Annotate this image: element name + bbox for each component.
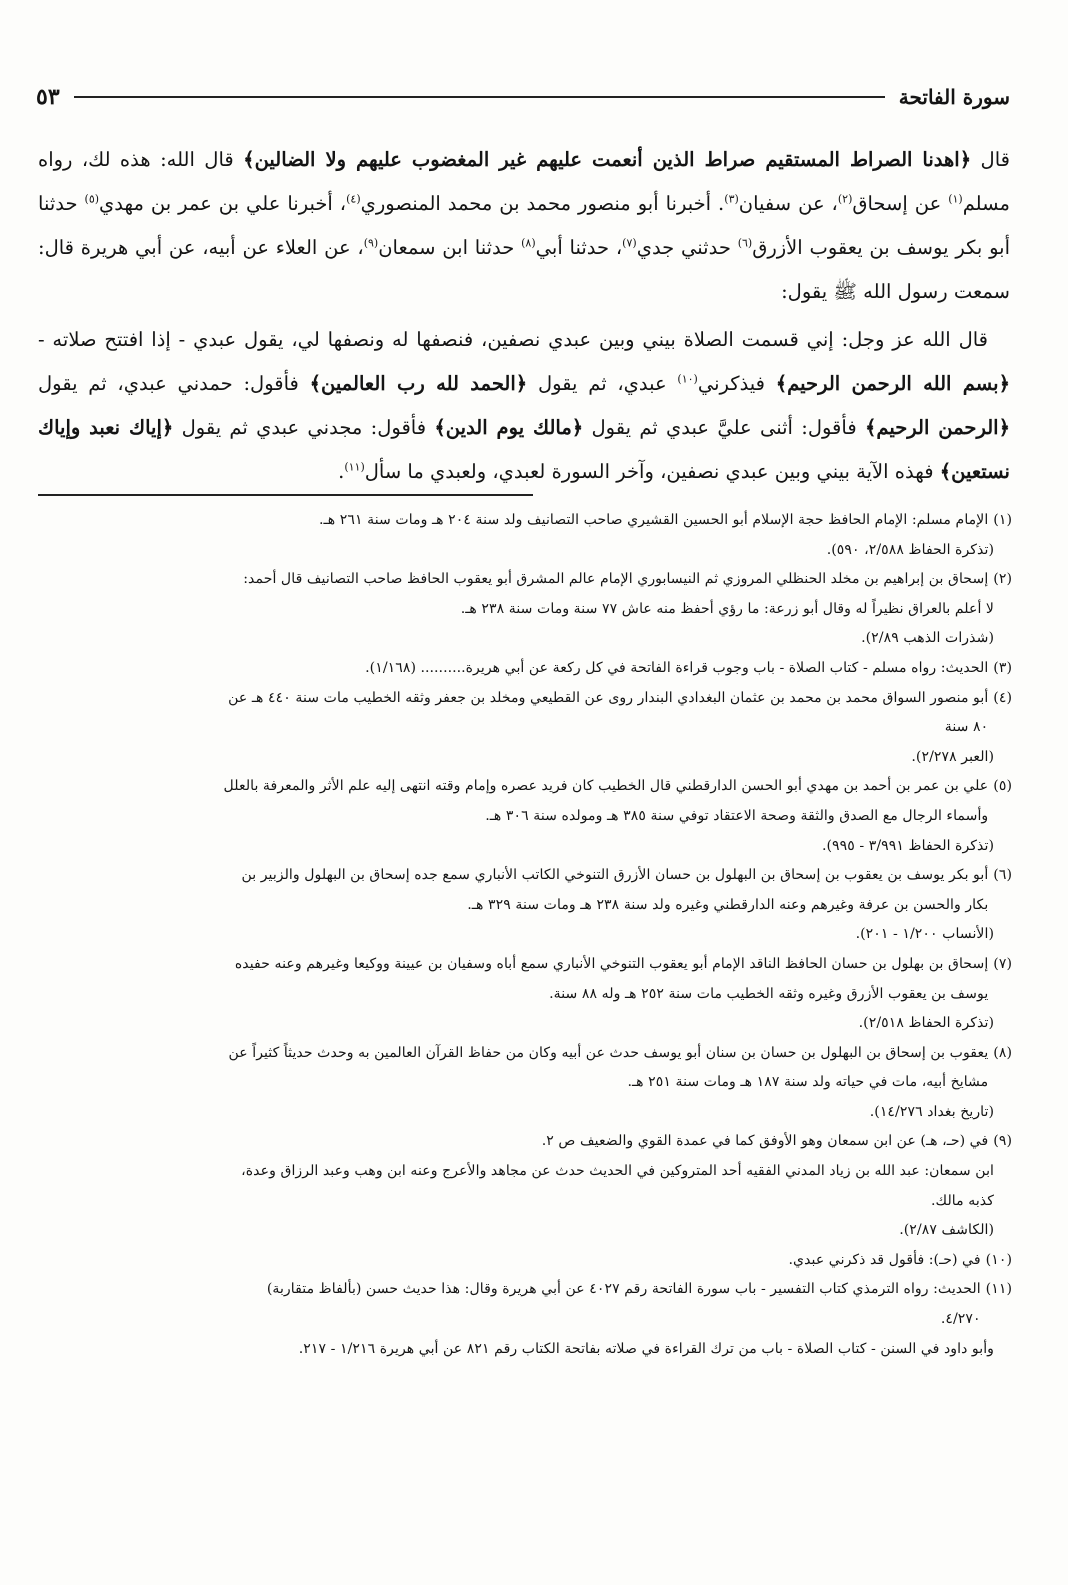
footnote-continuation <box>34 920 1012 950</box>
footnote-ref: (٥) <box>84 192 100 206</box>
footnote <box>34 1127 1012 1157</box>
footnote-line: (شذرات الذهب ٢/٨٩). <box>861 630 994 647</box>
footnote-text <box>34 861 988 920</box>
footnote-line: ابن سمعان: عبد الله بن زياد المدني الفقيه أحد المتروكين في الحديث حدث عن مجاهد والأعرج وعنه ابن وهب وعبد الرزاق وعدة، <box>241 1163 994 1180</box>
footnote-number: (١) <box>993 512 1012 528</box>
footnote-line: الحديث: رواه مسلم - كتاب الصلاة - باب وجوب قراءة الفاتحة في كل ركعة عن أبي هريرة.......... (١/١٦٨). <box>365 659 989 676</box>
footnote <box>34 950 1012 1009</box>
footnote-text <box>34 1275 981 1334</box>
quran-verse: ﴿اهدنا الصراط المستقيم صراط الذين أنعمت عليهم غير المغضوب عليهم ولا الضالين﴾ <box>243 148 972 171</box>
hadith-paragraph-2: قال الله عز وجل: إني قسمت الصلاة بيني وبين عبدي نصفين، فنصفها له ونصفها لي، يقول عبدي - إذا افتتح صلاته - ﴿بسم الله الرحمن الرحيم﴾ فيذكرني$^{(١٠)}$ عبدي، ثم يقول ﴿الحمد لله رب العالمين﴾ فأقول: حمدني عبدي، ثم يقول ﴿الرحمن الرحيم﴾ فأقول: أثنى عليَّ عبدي ثم يقول ﴿مالك يوم الدين﴾ فأقول: مجدني عبدي ثم يقول ﴿إياك نعبد وإياك نستعين﴾ فهذه الآية بيني وبين عبدي نصفين، وآخر السورة لعبدي، ولعبدي ما سأل$^{(١١)}$. <box>38 328 1011 483</box>
footnote-ref: (٦) <box>737 236 753 250</box>
footnote-line: (تذكرة الحفاظ ٢/٥١٨). <box>858 1015 994 1032</box>
footnote-number: (٩) <box>993 1133 1012 1150</box>
footnote-line: مشايخ أبيه، مات في حياته ولد سنة ١٨٧ هـ ومات سنة ٢٥١ هـ. <box>627 1074 989 1091</box>
footnote-line: الحديث: رواه الترمذي كتاب التفسير - باب سورة الفاتحة رقم ٤٠٢٧ عن أبي هريرة وقال: هذا حديث حسن (بألفاظ متقاربة) <box>266 1281 981 1298</box>
page-number: ٥٣ <box>36 84 60 110</box>
footnote-text <box>34 772 988 831</box>
footnote-ref: (١٠) <box>677 372 698 386</box>
footnote <box>34 506 1012 536</box>
footnote-continuation <box>34 1009 1012 1039</box>
footnote-ref: (٧) <box>622 236 637 250</box>
footnote-line: يعقوب بن إسحاق بن البهلول بن حسان بن سنان أبو يوسف حدث عن أبيه وكان من حفاظ القرآن العالمين به وحدث حديثاً كثيراً عن <box>228 1044 989 1061</box>
footnote-line: وأسماء الرجال مع الصدق والثقة وصحة الاعتقاد توفي سنة ٣٨٥ هـ ومولده سنة ٣٠٦ هـ. <box>485 807 989 824</box>
footnote-text <box>34 506 988 536</box>
footnote-ref: (٩) <box>363 236 379 250</box>
footnote-line: وأبو داود في السنن - كتاب الصلاة - باب من ترك القراءة في صلاته بفاتحة الكتاب رقم ٨٢١ عن أبي هريرة ١/٢١٦ - ٢١٧. <box>298 1340 994 1357</box>
footnote-number: (٨) <box>993 1044 1012 1061</box>
footnote-ref: (١١) <box>344 460 365 474</box>
footnote-text <box>34 1039 988 1098</box>
footnote-line: إسحاق بن إبراهيم بن مخلد الحنظلي المروزي ثم النيسابوري الإمام عالم المشرق أبو يعقوب الحافظ صاحب التصانيف قال أحمد: <box>243 571 989 588</box>
footnote <box>34 861 1012 920</box>
footnote-line: بكار والحسن بن عرفة وغيرهم وعنه الدارقطني وغيره ولد سنة ٢٣٨ هـ ومات سنة ٣٢٩ هـ. <box>467 896 989 913</box>
quran-verse: ﴿إياك نعبد وإياك نستعين﴾ <box>38 416 1010 483</box>
footnote <box>34 654 1012 684</box>
footnote-line: كذبه مالك. <box>931 1192 994 1209</box>
surah-title: سورة الفاتحة <box>898 85 1010 109</box>
footnotes <box>34 506 1012 1364</box>
quran-verse: ﴿مالك يوم الدين﴾ <box>434 416 584 439</box>
footnote-ref: (٨) <box>521 236 536 250</box>
footnote-line: (العبر ٢/٢٧٨). <box>911 748 994 765</box>
footnote-line: (الكاشف ٢/٨٧). <box>899 1222 994 1239</box>
footnote-ref: (٢) <box>837 192 853 206</box>
footnote-line: الإمام مسلم: الإمام الحافظ حجة الإسلام أبو الحسين القشيري صاحب التصانيف ولد سنة ٢٠٤ هـ ومات سنة ٢٦١ هـ. <box>319 512 989 528</box>
footnote-text <box>34 950 988 1009</box>
footnote-line: (تذكرة الحفاظ ٢/٥٨٨، ٥٩٠). <box>826 541 994 558</box>
footnote-line: في (حـ، هـ) عن ابن سمعان وهو الأوفق كما في عمدة القوي والضعيف ص ٢. <box>541 1133 989 1150</box>
quran-verse: ﴿الرحمن الرحيم﴾ <box>864 416 1011 439</box>
footnote <box>34 565 1012 595</box>
footnote-text <box>34 654 988 684</box>
footnote-continuation <box>34 1335 1012 1365</box>
footnote-line: (تاريخ بغداد ١٤/٢٧٦). <box>869 1103 994 1120</box>
footnote <box>34 1246 1012 1276</box>
footnote-ref: (٤) <box>346 192 361 206</box>
footnote-continuation <box>34 743 1012 773</box>
footnote-ref: (١) <box>948 192 963 206</box>
footnote-line: يوسف بن يعقوب الأزرق وغيره وثقه الخطيب مات سنة ٢٥٢ هـ وله ٨٨ سنة. <box>549 985 989 1002</box>
footnote <box>34 772 1012 831</box>
footnote-number: (٦) <box>993 867 1012 884</box>
footnote-line: ٨٠ سنة <box>944 719 989 736</box>
footnote-number: (٧) <box>993 955 1012 972</box>
footnote-line: أبو منصور السواق محمد بن محمد بن عثمان البغدادي البندار روى عن القطيعي ومخلد بن جعفر وثقه الخطيب مات سنة ٤٤٠ هـ عن <box>228 689 989 706</box>
header-rule <box>74 96 885 98</box>
footnote-line: إسحاق بن بهلول بن حسان الحافظ الناقد الإمام أبو يعقوب التنوخي الأنباري سمع أباه وسفيان بن عيينة ووكيعا وغيرهم وعنه حفيده <box>234 955 989 972</box>
footnote-line: لا أعلم بالعراق نظيراً له وقال أبو زرعة: ما رؤي أحفظ منه عاش ٧٧ سنة ومات سنة ٢٣٨ هـ. <box>460 600 994 617</box>
footnote-continuation <box>34 1098 1012 1128</box>
footnote-separator <box>38 494 533 496</box>
footnote-continuation <box>34 595 1012 654</box>
footnote-line: ٤/٢٧٠. <box>940 1311 981 1328</box>
footnote-continuation <box>34 536 1012 566</box>
footnote-number: (٤) <box>993 689 1012 706</box>
footnote-text <box>34 1246 981 1276</box>
footnote-line: أبو بكر يوسف بن يعقوب بن إسحاق بن البهلول بن حسان الأزرق التنوخي الكاتب الأنباري سمع جده إسحاق بن البهلول والزبير بن <box>241 867 989 884</box>
quran-verse: ﴿بسم الله الرحمن الرحيم﴾ <box>775 372 1010 395</box>
footnote-ref: (٣) <box>724 192 739 206</box>
footnote-line: (الأنساب ١/٢٠٠ - ٢٠١). <box>855 926 994 943</box>
quran-verse: ﴿الحمد لله رب العالمين﴾ <box>309 372 528 395</box>
footnote-line: في (حـ): فأقول قد ذكرني عبدي. <box>788 1251 981 1268</box>
footnote-line: (تذكرة الحفاظ ٣/٩٩١ - ٩٩٥). <box>821 837 994 854</box>
footnote-text <box>34 1127 988 1157</box>
footnote-number: (٥) <box>993 778 1012 795</box>
footnote-number: (١١) <box>985 1281 1012 1298</box>
footnote-continuation <box>34 1157 1012 1246</box>
main-text <box>38 138 1010 494</box>
footnote-number: (٢) <box>993 571 1012 588</box>
running-head <box>36 80 1010 114</box>
footnote-number: (١٠) <box>985 1251 1012 1268</box>
footnote-line: علي بن عمر بن أحمد بن مهدي أبو الحسن الدارقطني قال الخطيب كان فريد عصره وإمام وقته انتهى إليه علم الأثر والمعرفة بالعلل <box>223 778 989 795</box>
footnote-continuation <box>34 832 1012 862</box>
footnote <box>34 1275 1012 1334</box>
footnote <box>34 684 1012 743</box>
footnote <box>34 1039 1012 1098</box>
footnote-number: (٣) <box>993 659 1012 676</box>
footnote-text <box>34 684 988 743</box>
footnote-text <box>34 565 988 595</box>
hadith-paragraph-1: قال ﴿اهدنا الصراط المستقيم صراط الذين أنعمت عليهم غير المغضوب عليهم ولا الضالين﴾ قال الله: هذه لك، رواه مسلم$^{(١)}$ عن إسحاق$^{(٢)}$، عن سفيان$^{(٣)}$. أخبرنا أبو منصور محمد بن محمد المنصوري$^{(٤)}$، أخبرنا علي بن عمر بن مهدي$^{(٥)}$ حدثنا أبو بكر يوسف بن يعقوب الأزرق$^{(٦)}$ حدثني جدي$^{(٧)}$، حدثنا أبي$^{(٨)}$ حدثنا ابن سمعان$^{(٩)}$، عن العلاء عن أبيه، عن أبي هريرة قال: سمعت رسول الله ﷺ يقول: <box>38 148 1010 303</box>
